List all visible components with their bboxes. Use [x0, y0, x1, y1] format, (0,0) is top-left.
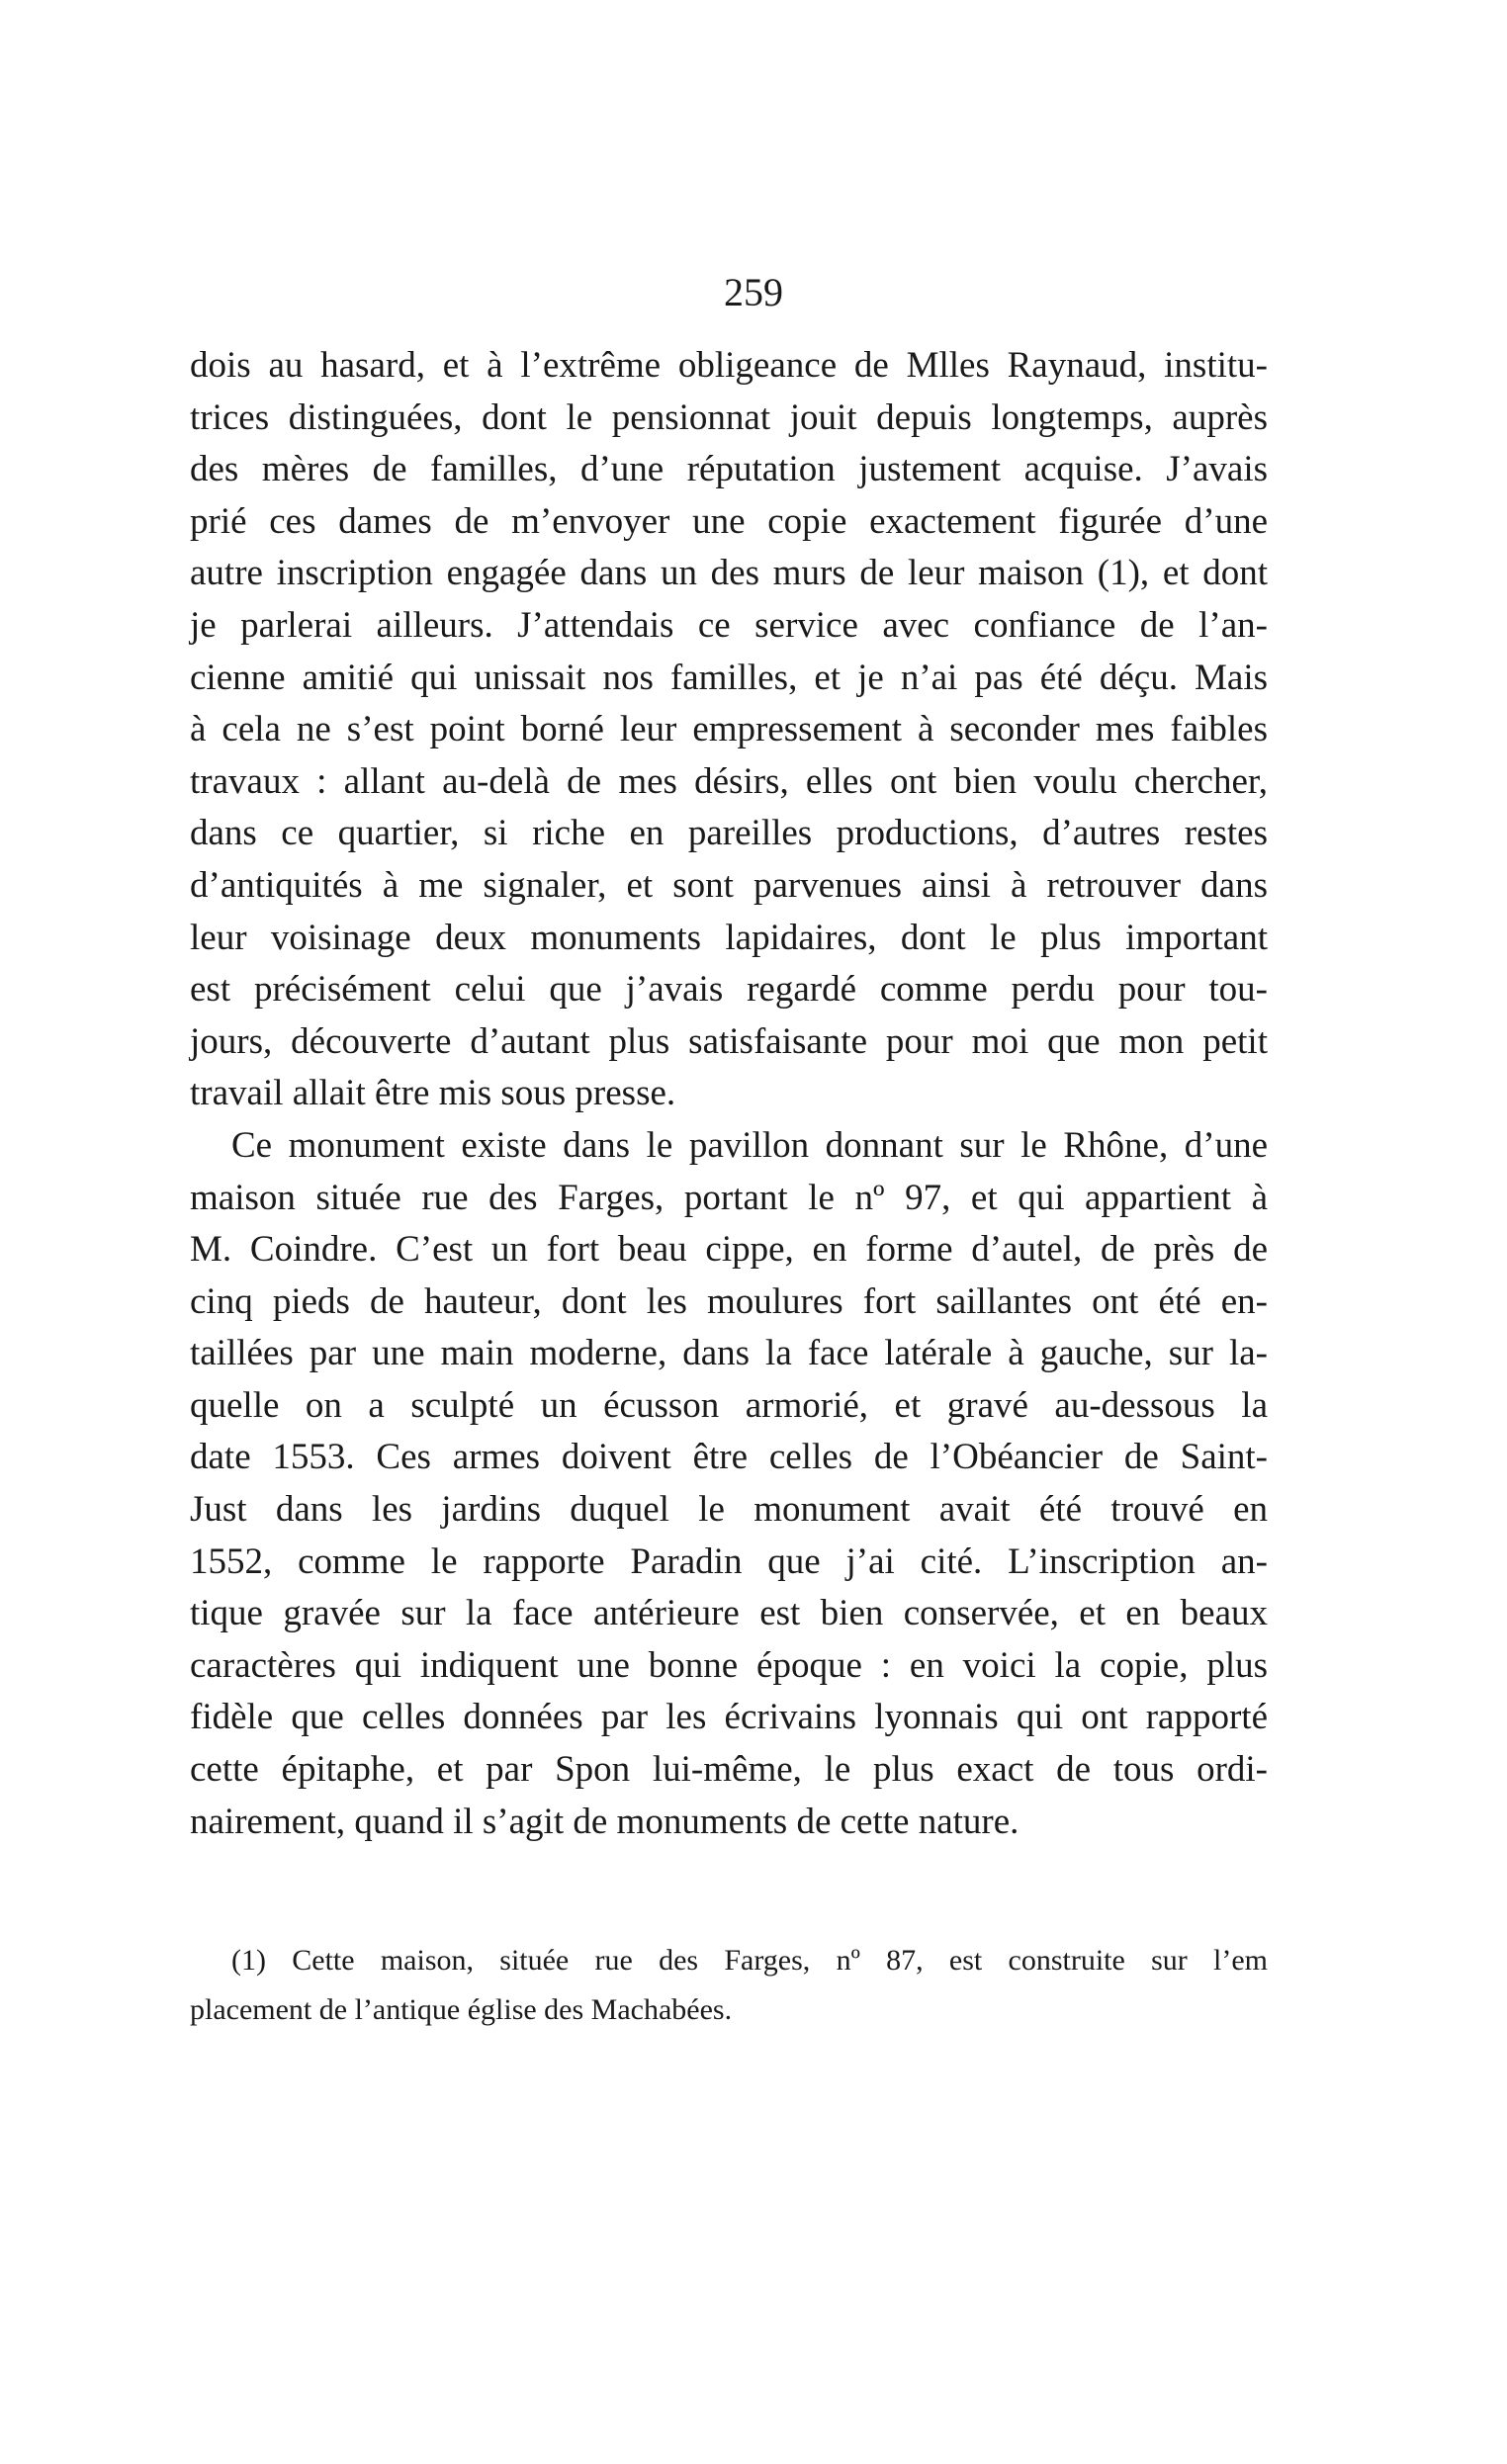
text-line: Ce monument existe dans le pavillon donnant sur le Rhône, d’une	[231, 1124, 1268, 1166]
text-line: fidèle que celles données par les écrivains lyonnais qui ont rapporté	[190, 1697, 1268, 1738]
text-line: trices distinguées, dont le pensionnat jouit depuis longtemps, auprès	[190, 396, 1268, 438]
footnote-line: placement de l’antique église des Machabées.	[190, 1993, 733, 2026]
paragraph-2	[190, 1120, 1268, 1848]
text-line: cienne amitié qui unissait nos familles, et je n’ai pas été déçu. Mais	[190, 657, 1268, 698]
text-line: tique gravée sur la face antérieure est bien conservée, et en beaux	[190, 1593, 1268, 1634]
text-line: maison située rue des Farges, portant le nº 97, et qui appartient à	[190, 1177, 1268, 1218]
text-line: travaux : allant au-delà de mes désirs, elles ont bien voulu chercher,	[190, 760, 1268, 802]
text-line: nairement, quand il s’agit de monuments de cette nature.	[190, 1801, 1019, 1842]
text-line: taillées par une main moderne, dans la face latérale à gauche, sur la-	[190, 1333, 1268, 1374]
footnote-line: (1) Cette maison, située rue des Farges, nº 87, est construite sur l’em	[231, 1944, 1268, 1977]
text-line: date 1553. Ces armes doivent être celles de l’Obéancier de Saint-	[190, 1437, 1268, 1478]
text-line: dois au hasard, et à l’extrême obligeance de Mlles Raynaud, institu-	[190, 345, 1268, 386]
text-line: leur voisinage deux monuments lapidaires, dont le plus important	[190, 917, 1268, 958]
text-line: autre inscription engagée dans un des murs de leur maison (1), et dont	[190, 553, 1268, 594]
text-line: quelle on a sculpté un écusson armorié, et gravé au-dessous la	[190, 1384, 1268, 1426]
text-line: dans ce quartier, si riche en pareilles productions, d’autres restes	[190, 813, 1268, 854]
body-text	[190, 340, 1268, 1848]
text-line: des mères de familles, d’une réputation justement acquise. J’avais	[190, 449, 1268, 490]
text-line: cinq pieds de hauteur, dont les moulures fort saillantes ont été en-	[190, 1280, 1268, 1322]
text-line: caractères qui indiquent une bonne époque : en voici la copie, plus	[190, 1644, 1268, 1686]
text-line: travail allait être mis sous presse.	[190, 1073, 676, 1114]
text-line: prié ces dames de m’envoyer une copie exactement figurée d’une	[190, 500, 1268, 542]
text-line: jours, découverte d’autant plus satisfaisante pour moi que mon petit	[190, 1020, 1268, 1062]
text-line: M. Coindre. C’est un fort beau cippe, en forme d’autel, de près de	[190, 1229, 1268, 1271]
paragraph-1	[190, 340, 1268, 1120]
text-line: Just dans les jardins duquel le monument avait été trouvé en	[190, 1489, 1268, 1531]
text-line: est précisément celui que j’avais regardé comme perdu pour tou-	[190, 969, 1268, 1011]
text-line: cette épitaphe, et par Spon lui-même, le plus exact de tous ordi-	[190, 1749, 1268, 1791]
text-line: je parlerai ailleurs. J’attendais ce service avec confiance de l’an-	[190, 604, 1268, 646]
footnote	[190, 1936, 1268, 2035]
text-line: 1552, comme le rapporte Paradin que j’ai cité. L’inscription an-	[190, 1540, 1268, 1582]
page-number: 259	[724, 270, 783, 314]
text-line: d’antiquités à me signaler, et sont parvenues ainsi à retrouver dans	[190, 864, 1268, 906]
text-line: à cela ne s’est point borné leur empressement à seconder mes faibles	[190, 709, 1268, 750]
